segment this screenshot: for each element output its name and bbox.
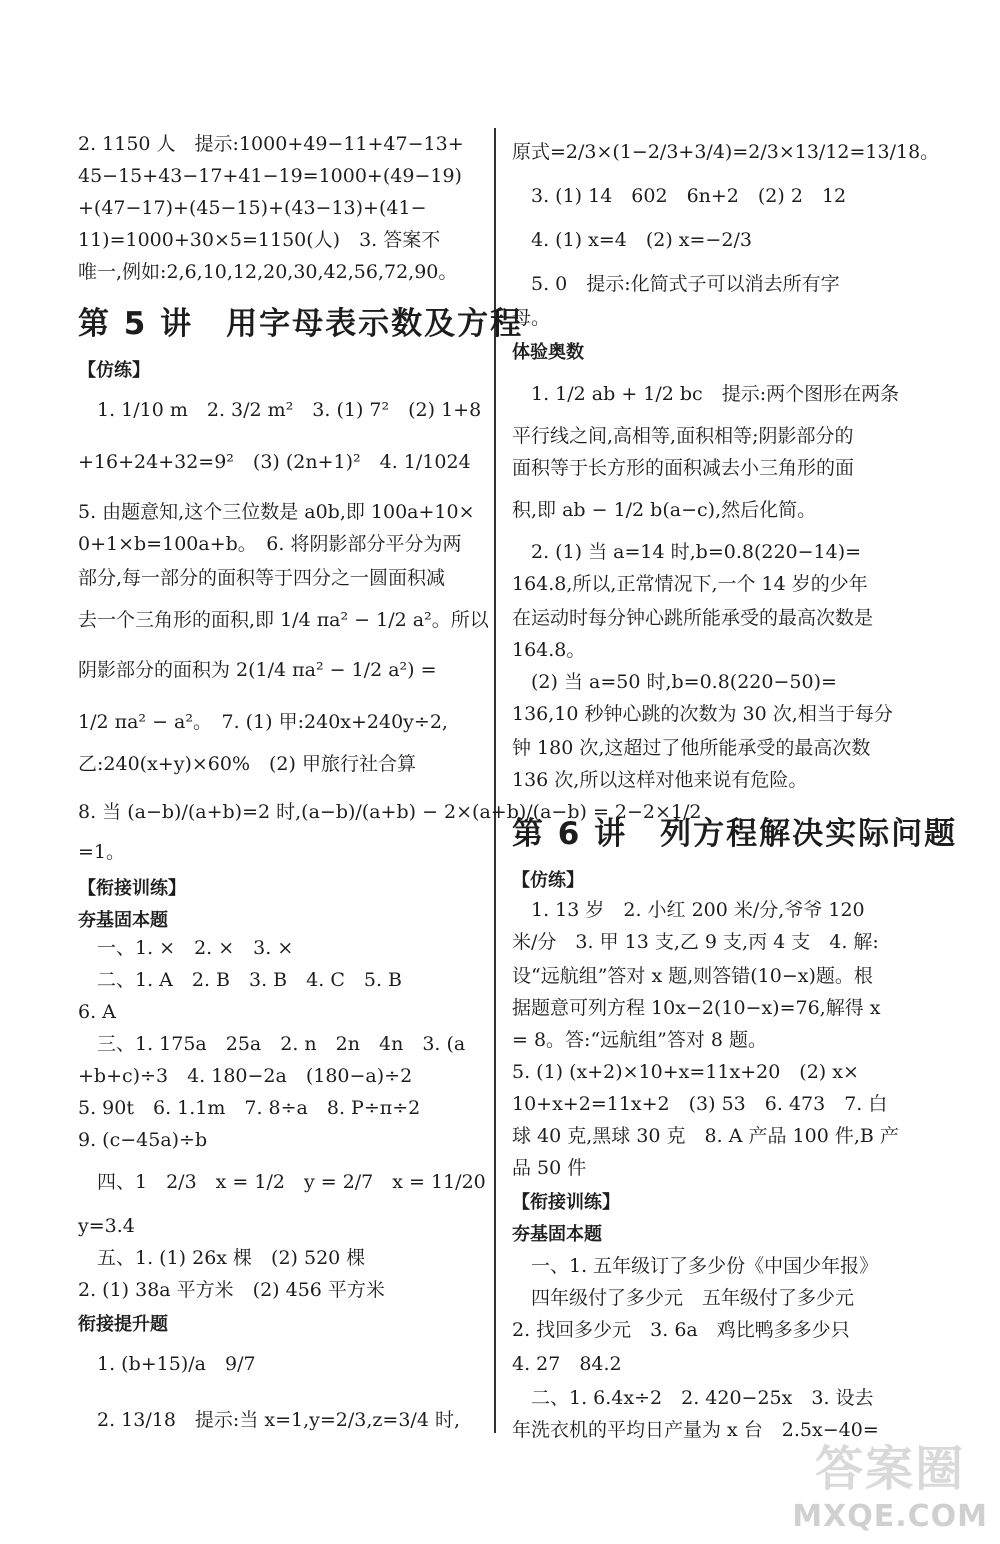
text-line: 5. (1) (x+2)×10+x=11x+20 (2) x× [512, 1061, 859, 1083]
text-line: 0+1×b=100a+b。 6. 将阴影部分平分为两 [78, 533, 462, 555]
section-label-xianjie: 【衔接训练】 [512, 1192, 620, 1213]
text-line: 1. (b+15)/a 9/7 [78, 1353, 256, 1375]
section-label-fanglian: 【仿练】 [512, 870, 584, 891]
text-line: 2. 1150 人 提示:1000+49−11+47−13+ [78, 133, 464, 155]
watermark-logo: 答案圈 [815, 1441, 966, 1497]
section-label-tiyan: 体验奥数 [512, 342, 584, 363]
text-line: 设“远航组”答对 x 题,则答错(10−x)题。根 [512, 965, 873, 987]
text-line: 5. 0 提示:化简式子可以消去所有字 [512, 273, 840, 295]
text-line: 1. 1/2 ab + 1/2 bc 提示:两个图形在两条 [512, 383, 900, 405]
watermark [792, 1430, 988, 1534]
text-line: 136,10 秒钟心跳的次数为 30 次,相当于每分 [512, 703, 893, 725]
text-line: 164.8,所以,正常情况下,一个 14 岁的少年 [512, 573, 868, 595]
text-line: +b+c)÷3 4. 180−2a (180−a)÷2 [78, 1065, 413, 1087]
text-line: 4. 27 84.2 [512, 1353, 622, 1375]
text-line: 五、1. (1) 26x 棵 (2) 520 棵 [78, 1247, 366, 1269]
text-line: 积,即 ab − 1/2 b(a−c),然后化简。 [512, 499, 817, 521]
text-line: 在运动时每分钟心跳所能承受的最高次数是 [512, 607, 874, 629]
section-label-fanglian: 【仿练】 [78, 360, 150, 381]
text-line: 母。 [512, 307, 551, 329]
text-line: 部分,每一部分的面积等于四分之一圆面积减 [78, 567, 446, 589]
section-label-duoji: 夯基固本题 [78, 910, 168, 931]
text-line: 1. 1/10 m 2. 3/2 m² 3. (1) 7² (2) 1+8 [78, 399, 482, 421]
text-line: 5. 90t 6. 1.1m 7. 8÷a 8. P÷π÷2 [78, 1097, 421, 1119]
text-line: 8. 当 (a−b)/(a+b)=2 时,(a−b)/(a+b) − 2×(a+b)/(a−b) = 2−2×1/2 [78, 801, 702, 823]
text-line: 1/2 πa² − a²。 7. (1) 甲:240x+240y÷2, [78, 711, 448, 733]
text-line: 唯一,例如:2,6,10,12,20,30,42,56,72,90。 [78, 261, 458, 283]
text-line: 二、1. 6.4x÷2 2. 420−25x 3. 设去 [512, 1387, 874, 1409]
text-line: 2. 13/18 提示:当 x=1,y=2/3,z=3/4 时, [78, 1409, 460, 1431]
text-line: 四、1 2/3 x = 1/2 y = 2/7 x = 11/20 [78, 1171, 486, 1193]
text-line: 2. (1) 当 a=14 时,b=0.8(220−14)= [512, 541, 862, 563]
text-line: 阴影部分的面积为 2(1/4 πa² − 1/2 a²) = [78, 659, 437, 681]
section-label-xianjie: 【衔接训练】 [78, 878, 186, 899]
text-line: 四年级付了多少元 五年级付了多少元 [512, 1287, 855, 1309]
text-line: 二、1. A 2. B 3. B 4. C 5. B [78, 969, 402, 991]
text-line: +(47−17)+(45−15)+(43−13)+(41− [78, 197, 427, 219]
text-line: 米/分 3. 甲 13 支,乙 9 支,丙 4 支 4. 解: [512, 931, 879, 953]
text-line: 原式=2/3×(1−2/3+3/4)=2/3×13/12=13/18。 [512, 141, 940, 163]
text-line: 164.8。 [512, 639, 586, 661]
text-line: 1. 13 岁 2. 小红 200 米/分,爷爷 120 [512, 899, 865, 921]
text-line: =1。 [78, 841, 126, 863]
text-line: 一、1. × 2. × 3. × [78, 937, 294, 959]
text-line: 45−15+43−17+41−19=1000+(49−19) [78, 165, 462, 187]
text-line: 平行线之间,高相等,面积相等;阴影部分的 [512, 425, 854, 447]
text-line: 品 50 件 [512, 1157, 587, 1179]
text-line: 5. 由题意知,这个三位数是 a0b,即 100a+10× [78, 501, 475, 523]
text-line: 一、1. 五年级订了多少份《中国少年报》 [512, 1255, 879, 1277]
text-line: 11)=1000+30×5=1150(人) 3. 答案不 [78, 229, 441, 251]
text-line: 2. 找回多少元 3. 6a 鸡比鸭多多少只 [512, 1319, 850, 1341]
text-line: 球 40 克,黑球 30 克 8. A 产品 100 件,B 产 [512, 1125, 899, 1147]
text-line: 年洗衣机的平均日产量为 x 台 2.5x−40= [512, 1419, 879, 1441]
text-line: 去一个三角形的面积,即 1/4 πa² − 1/2 a²。所以 [78, 609, 489, 631]
lecture-5-title: 第 5 讲 用字母表示数及方程 [78, 306, 524, 342]
text-line: = 8。答:“远航组”答对 8 题。 [512, 1029, 768, 1051]
text-line: 钟 180 次,这超过了他所能承受的最高次数 [512, 737, 871, 759]
text-line: 10+x+2=11x+2 (3) 53 6. 473 7. 白 [512, 1093, 888, 1115]
text-line: 乙:240(x+y)×60% (2) 甲旅行社合算 [78, 753, 416, 775]
text-line: 9. (c−45a)÷b [78, 1129, 208, 1151]
text-line: 三、1. 175a 25a 2. n 2n 4n 3. (a [78, 1033, 466, 1055]
text-line: 3. (1) 14 602 6n+2 (2) 2 12 [512, 185, 847, 207]
text-line: 136 次,所以这样对他来说有危险。 [512, 769, 808, 791]
text-line: +16+24+32=9² (3) (2n+1)² 4. 1/1024 [78, 451, 471, 473]
text-line: 面积等于长方形的面积减去小三角形的面 [512, 457, 855, 479]
text-line: 2. (1) 38a 平方米 (2) 456 平方米 [78, 1279, 385, 1301]
text-line: (2) 当 a=50 时,b=0.8(220−50)= [512, 671, 837, 693]
lecture-6-title: 第 6 讲 列方程解决实际问题 [512, 816, 958, 852]
text-line: 6. A [78, 1001, 116, 1023]
text-line: 据题意可列方程 10x−2(10−x)=76,解得 x [512, 997, 881, 1019]
text-line: y=3.4 [78, 1215, 135, 1237]
section-label-duoji: 夯基固本题 [512, 1224, 602, 1245]
section-label-tisheng: 衔接提升题 [78, 1314, 168, 1335]
text-line: 4. (1) x=4 (2) x=−2/3 [512, 229, 752, 251]
watermark-url: MXQE.COM [792, 1499, 988, 1534]
